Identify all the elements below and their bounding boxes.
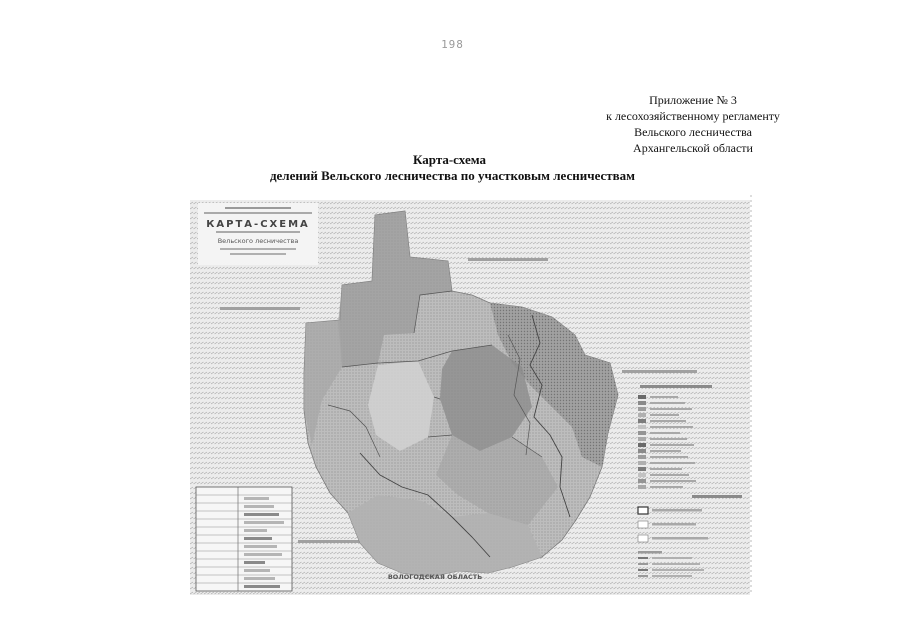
- label-vologda-region: ВОЛОГОДСКАЯ ОБЛАСТЬ: [387, 573, 483, 581]
- table-cell: [244, 561, 265, 564]
- page-number: 198: [441, 38, 464, 51]
- legend-swatch: [638, 425, 646, 429]
- legend-entry: [650, 450, 681, 452]
- table-cell: [244, 545, 277, 548]
- table-cell: [244, 577, 275, 580]
- legend-swatch: [638, 431, 646, 435]
- table-cell: [244, 529, 267, 532]
- legend-entry: [650, 402, 685, 404]
- table-cell: [244, 585, 280, 588]
- legend-swatch: [638, 437, 646, 441]
- legend-entry: [650, 432, 680, 434]
- appendix-note: [563, 92, 823, 156]
- appendix-line-1: Приложение № 3: [649, 93, 737, 107]
- legend-swatch: [638, 473, 646, 477]
- legend-entry: [650, 426, 693, 428]
- legend-swatch: [638, 401, 646, 405]
- document-title: [0, 152, 905, 184]
- legend-swatch: [638, 455, 646, 459]
- appendix-line-3: Вельского лесничества: [634, 125, 752, 139]
- legend-swatch: [638, 419, 646, 423]
- legend-entry: [650, 480, 696, 482]
- forestry-map: [190, 195, 755, 595]
- table-cell: [244, 537, 272, 540]
- legend-swatch: [638, 443, 646, 447]
- table-cell: [244, 513, 279, 516]
- legend-swatch: [638, 467, 646, 471]
- legend-entry: [650, 462, 695, 464]
- map-header: [198, 203, 318, 265]
- legend-swatch: [638, 449, 646, 453]
- table-cell: [244, 497, 269, 500]
- legend-entry: [650, 420, 686, 422]
- title-line-1: Карта-схема: [413, 152, 486, 167]
- legend-entry: [650, 474, 689, 476]
- map-figure: [190, 195, 755, 595]
- neighbor-label-west: [220, 307, 300, 310]
- legend-entry: [650, 438, 687, 440]
- legend-entry: [650, 414, 679, 416]
- map-header-title: КАРТА-СХЕМА: [206, 219, 310, 230]
- neighbor-label-north: [468, 258, 548, 261]
- legend-entry: [650, 444, 694, 446]
- legend-swatch: [638, 479, 646, 483]
- legend-table: [196, 487, 292, 591]
- table-cell: [244, 553, 282, 556]
- legend-entry: [650, 486, 683, 488]
- appendix-line-4: Архангельской области: [633, 141, 753, 155]
- legend-entry: [650, 408, 692, 410]
- map-header-subtitle: Вельского лесничества: [217, 237, 299, 245]
- legend-entry: [650, 396, 678, 398]
- table-cell: [244, 569, 270, 572]
- legend-swatch: [638, 413, 646, 417]
- legend-swatch: [638, 407, 646, 411]
- legend-swatch: [638, 395, 646, 399]
- legend-entry: [650, 468, 682, 470]
- appendix-line-2: к лесохозяйственному регламенту: [606, 109, 780, 123]
- table-cell: [244, 505, 274, 508]
- neighbor-label-east: [622, 370, 697, 373]
- title-line-2: делений Вельского лесничества по участковым лесничествам: [269, 168, 636, 183]
- legend-swatch: [638, 485, 646, 489]
- legend-entry: [650, 456, 688, 458]
- legend-swatch: [638, 461, 646, 465]
- table-cell: [244, 521, 284, 524]
